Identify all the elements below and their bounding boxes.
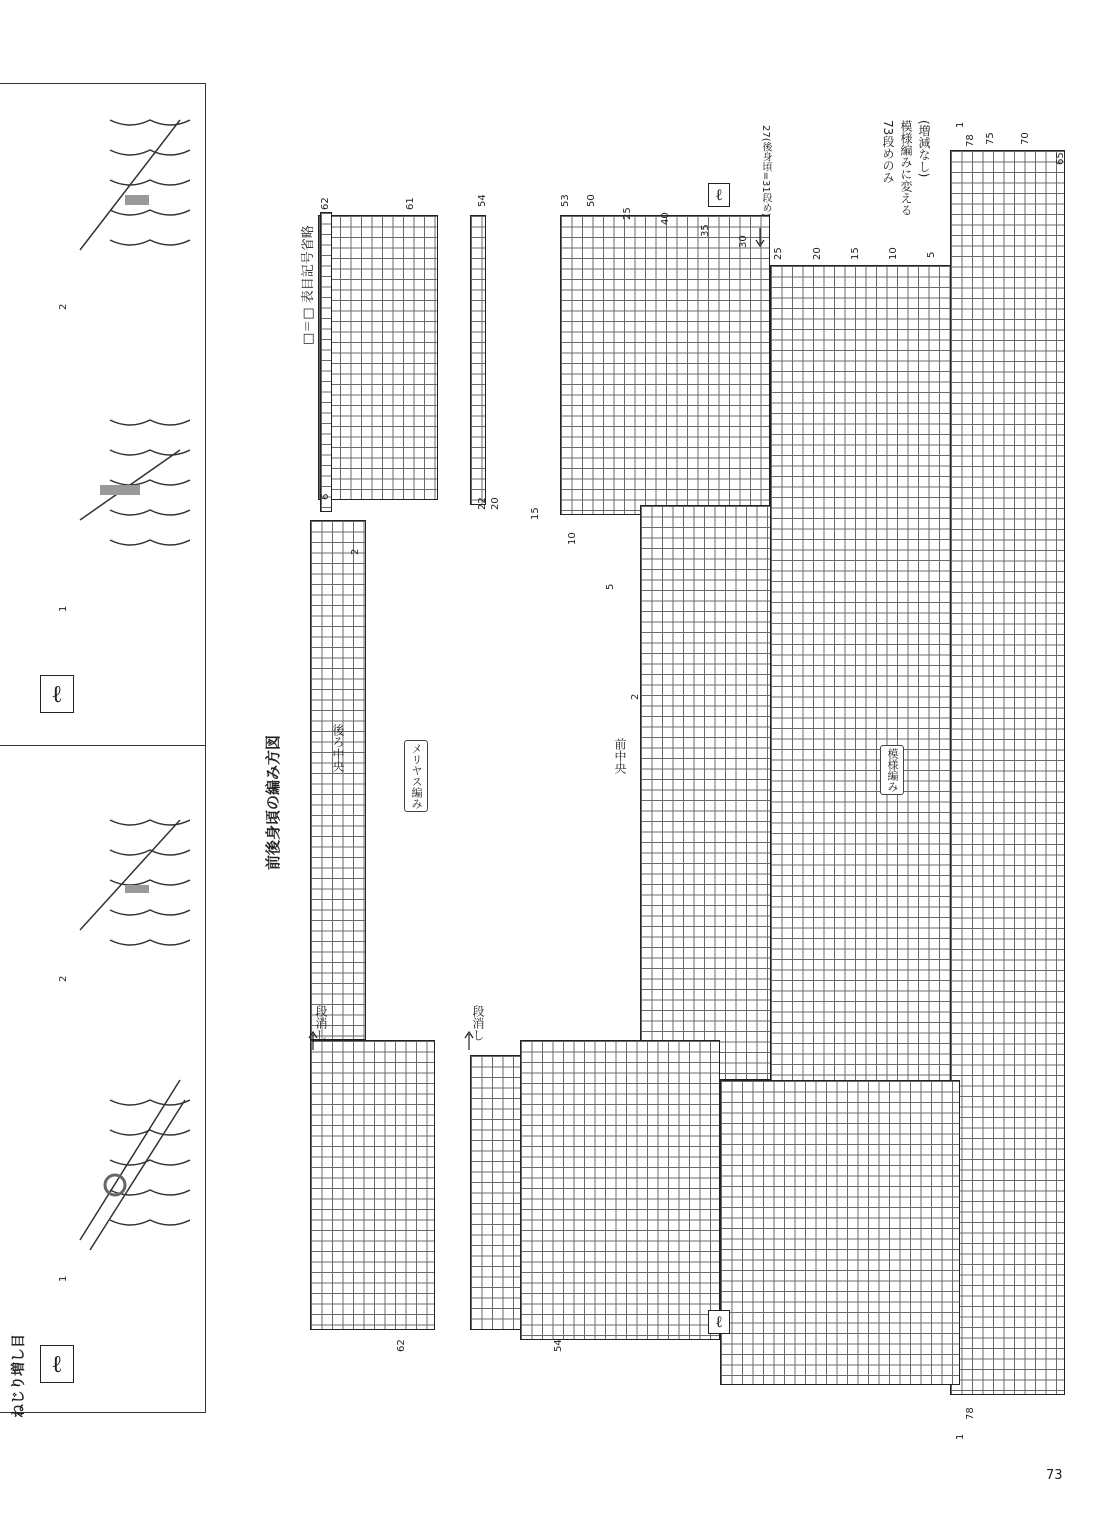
row-number: 30 <box>738 235 749 248</box>
page-number: 73 <box>1046 1468 1063 1483</box>
chart-note: □＝□ 表目記号省略 <box>301 225 316 345</box>
step-label: 1 <box>58 1275 69 1282</box>
row-number: 62 <box>320 197 331 210</box>
row-number: 20 <box>490 497 501 510</box>
chart-title: 前後身頃の編み方図 <box>264 734 282 870</box>
arrow-icon <box>753 228 767 248</box>
row-number: 1 <box>955 1433 966 1440</box>
row-number: 61 <box>405 197 416 210</box>
row-number: 75 <box>985 132 996 145</box>
needle-illustration-icon <box>70 780 190 980</box>
front-body-neck-grid <box>470 215 486 505</box>
row-number: 1 <box>955 121 966 128</box>
needle-illustration-icon <box>70 390 190 590</box>
row-number: 78 <box>965 1407 976 1420</box>
row-number: 5 <box>605 583 616 590</box>
legend-divider <box>0 745 206 746</box>
back-center-label: 後ろ中央 <box>331 724 345 772</box>
row-number: 10 <box>888 247 899 260</box>
row-number: 35 <box>700 224 711 237</box>
row-number: 6 <box>320 493 331 500</box>
back-body-lower-grid <box>310 1040 435 1330</box>
row-number: 22 <box>477 497 488 510</box>
row-number: 65 <box>1055 152 1066 165</box>
row-number: 40 <box>660 212 671 225</box>
needle-illustration-icon <box>70 1060 190 1260</box>
row-number: 62 <box>396 1339 407 1352</box>
front-body-yoke-grid <box>770 265 960 1085</box>
front-body-upper-right-grid <box>560 215 770 515</box>
step-label: 1 <box>58 605 69 612</box>
row-number: 70 <box>1020 132 1031 145</box>
arrow-icon <box>306 1030 320 1050</box>
pattern-label: 模様編み <box>880 745 904 795</box>
back-body-main-grid <box>310 520 366 1040</box>
short-rows-label: 段消し <box>471 1005 485 1041</box>
row-number: 2 <box>630 693 641 700</box>
needle-illustration-icon <box>70 100 190 300</box>
front-body-hem-grid <box>950 150 1065 1395</box>
stockinette-label: メリヤス編み <box>404 740 428 812</box>
row-number: 50 <box>586 194 597 207</box>
row-number: 5 <box>926 251 937 258</box>
front-body-shoulder-left-grid <box>520 1040 720 1340</box>
row-number: 53 <box>560 194 571 207</box>
row-number: 25 <box>622 207 633 220</box>
row-number: 25 <box>773 247 784 260</box>
twist-increase-symbol-icon: ℓ <box>708 183 730 207</box>
twist-increase-symbol-icon: ℓ <box>40 1345 74 1383</box>
back-body-shoulder-strip <box>320 212 332 512</box>
row-number: 20 <box>812 247 823 260</box>
step-label: 2 <box>58 303 69 310</box>
back-body-upper-grid <box>318 215 438 500</box>
legend-title: ねじり増し目 <box>11 1334 27 1418</box>
row73-note: 模様編みに変える <box>899 120 913 216</box>
row-number: 10 <box>567 532 578 545</box>
arrow-icon <box>462 1030 476 1050</box>
row-number: 54 <box>553 1339 564 1352</box>
twist-increase-symbol-icon: ℓ <box>40 675 74 713</box>
row27-note: 27(後身頃=31段め) <box>760 125 771 217</box>
row-number: 15 <box>530 507 541 520</box>
short-rows-label: 段消し <box>314 1005 328 1041</box>
row-number: 15 <box>850 247 861 260</box>
row73-note: 73段めのみ <box>881 120 895 184</box>
front-body-bottom-grid <box>720 1080 960 1385</box>
twist-increase-symbol-icon: ℓ <box>708 1310 730 1334</box>
front-center-label: 前中央 <box>613 738 627 774</box>
step-label: 2 <box>58 975 69 982</box>
row-number: 78 <box>965 134 976 147</box>
row-number: 54 <box>477 194 488 207</box>
row-number: 2 <box>350 548 361 555</box>
row73-note: (増減なし) <box>917 120 931 178</box>
